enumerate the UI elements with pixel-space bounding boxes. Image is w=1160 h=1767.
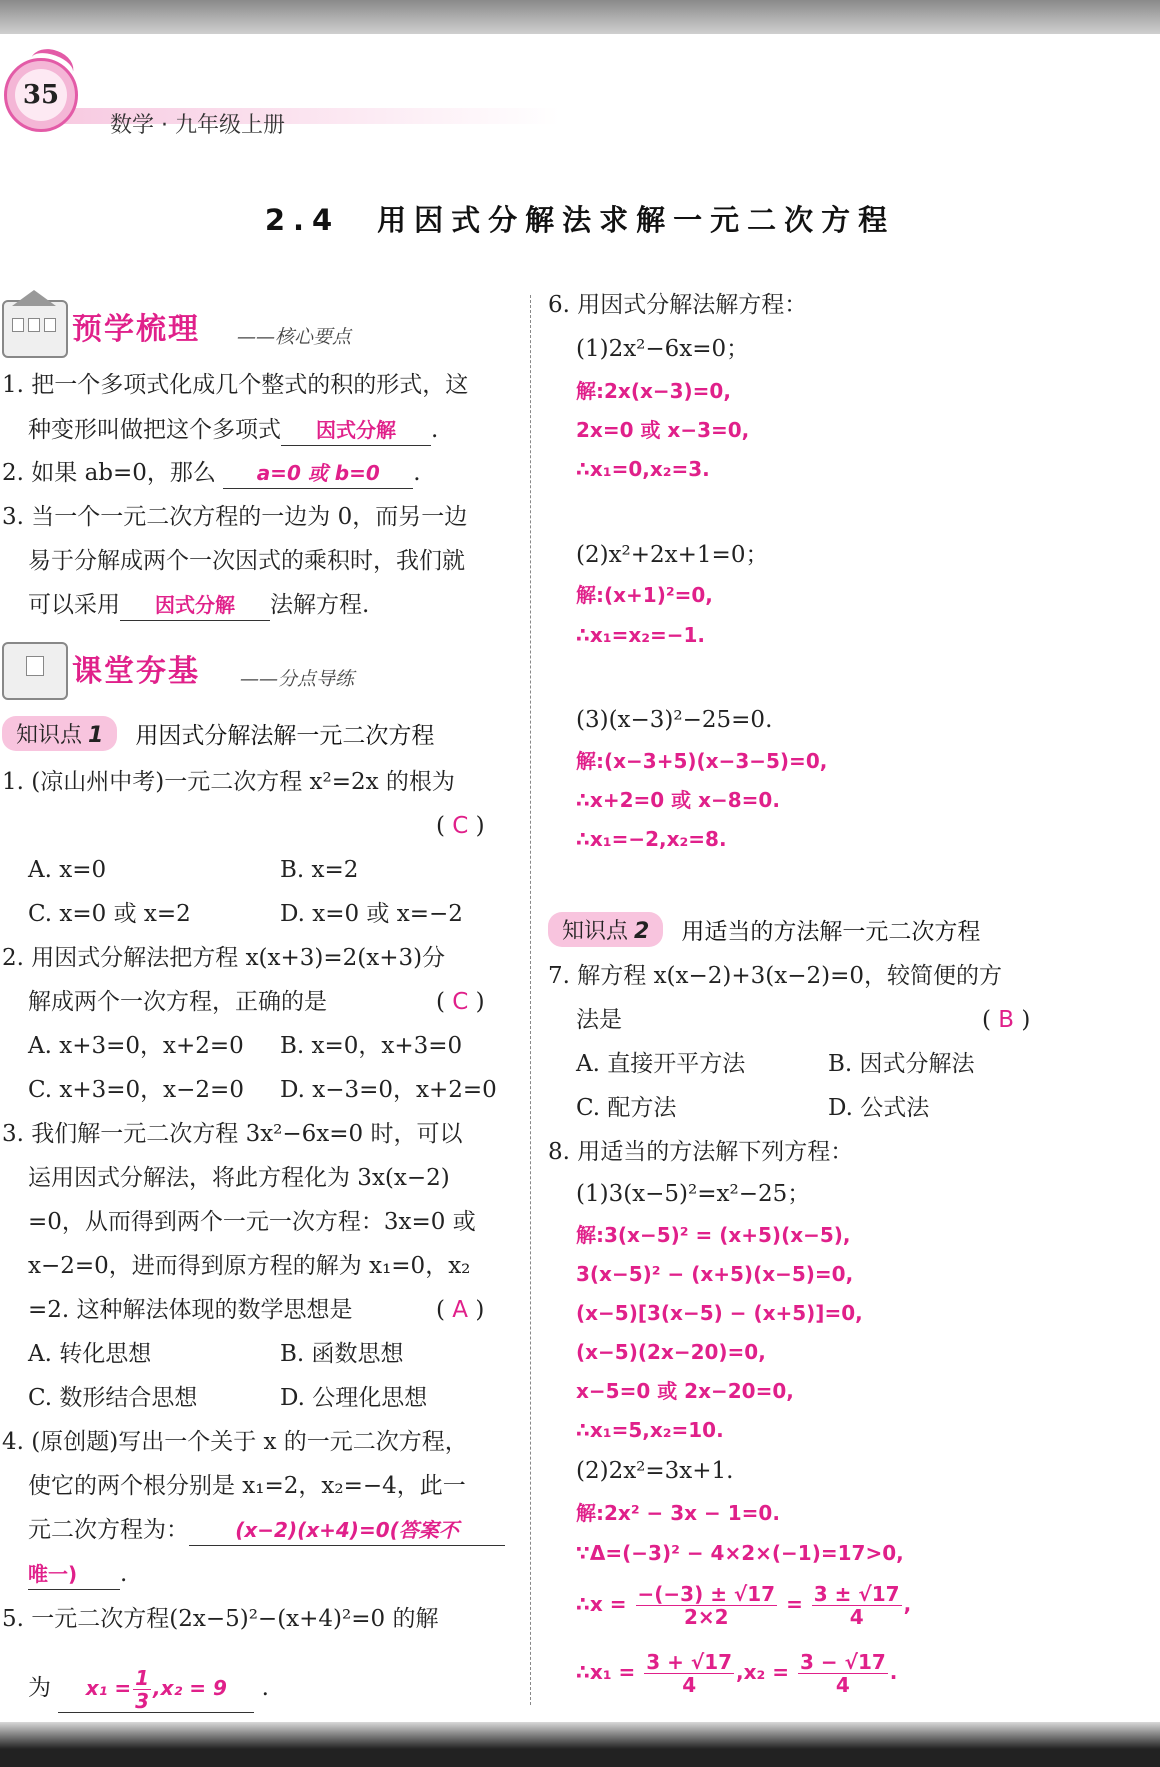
kp1-title: 用因式分解法解一元二次方程 (135, 723, 435, 749)
q2-option-a: A. x+3=0，x+2=0 (28, 1033, 244, 1059)
q2-option-b: B. x=0，x+3=0 (280, 1033, 463, 1059)
q4-answer: (x−2)(x+4)=0(答案不 (189, 1515, 505, 1546)
q2-answer: C (452, 989, 469, 1015)
q7-answer: B (998, 1007, 1015, 1033)
q8-part1-sol-3: (x−5)[3(x−5) − (x+5)]=0, (576, 1301, 863, 1325)
book-title: 数学 · 九年级上册 (110, 113, 285, 138)
q5-line2: 为 x₁ = $\frac{1}{3}$ ,x₂ = 9 . (28, 1666, 269, 1713)
top-shadow (0, 0, 1160, 34)
q7-line2: 法是 (576, 1007, 622, 1033)
q7-answer-bracket: ( B ) (982, 1007, 1031, 1033)
q2-option-c: C. x+3=0，x−2=0 (28, 1077, 244, 1103)
section-practice-header (2, 638, 422, 694)
q3-line1: 3. 我们解一元二次方程 3x²−6x=0 时，可以 (2, 1121, 463, 1147)
q6-part3-sol-2: ∴x+2=0 或 x−8=0. (576, 788, 780, 812)
q2-option-d: D. x−3=0，x+2=0 (280, 1077, 497, 1103)
backpack-icon (2, 642, 68, 700)
q6-part1-sol-2: 2x=0 或 x−3=0, (576, 418, 750, 442)
kp2-badge: 知识点 2 (548, 912, 663, 947)
q6-part2-sol-1: 解:(x+1)²=0, (576, 583, 713, 607)
pre-q3-answer: 因式分解 (120, 590, 270, 621)
q8-part1: (1)3(x−5)²=x²−25； (576, 1181, 811, 1207)
q8-part2: (2)2x²=3x+1. (576, 1458, 734, 1484)
pre-q1-answer: 因式分解 (281, 415, 431, 446)
section-preview-title: 预学梳理 (72, 312, 200, 347)
q3-option-d: D. 公理化思想 (280, 1385, 428, 1411)
pre-q1-line2: 种变形叫做把这个多项式 因式分解 . (28, 415, 438, 446)
q8-part2-sol-4: ∴x₁ = $\frac{3 + √17}{4}$ ,x₂ = $\frac{3 - √17}{4}$ . (576, 1650, 898, 1697)
q8-stem: 8. 用适当的方法解下列方程： (548, 1139, 854, 1165)
q6-part1: (1)2x²−6x=0； (576, 336, 750, 362)
q2-line2: 解成两个一次方程，正确的是 (28, 989, 327, 1015)
q6-part2-sol-2: ∴x₁=x₂=−1. (576, 623, 706, 647)
q6-part3-sol-3: ∴x₁=−2,x₂=8. (576, 827, 727, 851)
q4-line1: 4. (原创题)写出一个关于 x 的一元二次方程， (2, 1429, 468, 1455)
column-divider (530, 295, 531, 1705)
section-practice-subtitle: ——分点导练 (240, 668, 355, 690)
q4-answer-cont: 唯一) (28, 1559, 120, 1590)
q4-line4: 唯一) . (28, 1559, 127, 1590)
q1-option-c: C. x=0 或 x=2 (28, 901, 191, 927)
q1-answer: C (452, 813, 469, 839)
q6-part1-sol-3: ∴x₁=0,x₂=3. (576, 457, 710, 481)
q8-part1-sol-2: 3(x−5)² − (x+5)(x−5)=0, (576, 1262, 854, 1286)
q1-option-b: B. x=2 (280, 857, 359, 883)
q2-answer-bracket: ( C ) (436, 989, 485, 1015)
q7-option-d: D. 公式法 (828, 1095, 930, 1121)
q3-line4: x−2=0，进而得到原方程的解为 x₁=0，x₂ (28, 1253, 471, 1279)
knowledge-point-2 (548, 912, 980, 947)
q6-part3-sol-1: 解:(x−3+5)(x−3−5)=0, (576, 749, 828, 773)
q7-option-c: C. 配方法 (576, 1095, 677, 1121)
pre-q3-line3: 可以采用 因式分解 法解方程. (28, 590, 369, 621)
school-icon (2, 300, 68, 358)
page-title: 2.4 用因式分解法求解一元二次方程 (264, 203, 896, 237)
q7-option-b: B. 因式分解法 (828, 1051, 975, 1077)
q8-part2-sol-2: ∵Δ=(−3)² − 4×2×(−1)=17>0, (576, 1541, 904, 1565)
pre-q3-line2: 易于分解成两个一次因式的乘积时，我们就 (28, 548, 465, 574)
q7-line1: 7. 解方程 x(x−2)+3(x−2)=0，较简便的方 (548, 963, 1002, 989)
section-practice-title: 课堂夯基 (72, 654, 200, 689)
q8-part1-sol-1: 解:3(x−5)² = (x+5)(x−5), (576, 1223, 851, 1247)
knowledge-point-1 (2, 716, 434, 751)
kp2-title: 用适当的方法解一元二次方程 (681, 919, 981, 945)
page-number: 35 (15, 69, 67, 121)
q1-option-d: D. x=0 或 x=−2 (280, 901, 463, 927)
pre-q3-line1: 3. 当一个一元二次方程的一边为 0，而另一边 (2, 504, 468, 530)
q4-line3: 元二次方程为： (x−2)(x+4)=0(答案不 (28, 1515, 505, 1546)
q8-part2-sol-3: ∴x = $\frac{-(-3) \pm √17}{2\times 2}$ = $\frac{3 \pm √17}{4}$ , (576, 1582, 912, 1629)
q8-part1-sol-4: (x−5)(2x−20)=0, (576, 1340, 766, 1364)
q5-answer: x₁ = $\frac{1}{3}$ ,x₂ = 9 (58, 1664, 254, 1713)
q3-answer-bracket: ( A ) (436, 1297, 485, 1323)
q1-option-a: A. x=0 (28, 857, 107, 883)
q3-answer: A (452, 1297, 469, 1323)
q3-line3: =0，从而得到两个一元一次方程：3x=0 或 (28, 1209, 476, 1235)
q2-line1: 2. 用因式分解法把方程 x(x+3)=2(x+3)分 (2, 945, 446, 971)
kp1-badge: 知识点 1 (2, 716, 117, 751)
q6-stem: 6. 用因式分解法解方程： (548, 292, 808, 318)
section-preview-subtitle: ——核心要点 (237, 326, 352, 348)
q1-stem: 1. (凉山州中考)一元二次方程 x²=2x 的根为 (2, 769, 455, 795)
q8-part1-sol-5: x−5=0 或 2x−20=0, (576, 1379, 794, 1403)
q3-line2: 运用因式分解法，将此方程化为 3x(x−2) (28, 1165, 450, 1191)
q7-option-a: A. 直接开平方法 (576, 1051, 746, 1077)
q6-part1-sol-1: 解:2x(x−3)=0, (576, 379, 731, 403)
q3-line5: =2. 这种解法体现的数学思想是 (28, 1297, 353, 1323)
q6-part3: (3)(x−3)²−25=0. (576, 707, 773, 733)
bottom-edge (0, 1722, 1160, 1767)
pre-q2: 2. 如果 ab=0，那么 a=0 或 b=0 . (2, 458, 421, 489)
q3-option-c: C. 数形结合思想 (28, 1385, 198, 1411)
q6-part2: (2)x²+2x+1=0； (576, 542, 769, 568)
q4-line2: 使它的两个根分别是 x₁=2，x₂=−4，此一 (28, 1473, 466, 1499)
pre-q2-answer: a=0 或 b=0 (223, 458, 413, 489)
q5-line1: 5. 一元二次方程(2x−5)²−(x+4)²=0 的解 (2, 1606, 439, 1632)
q3-option-b: B. 函数思想 (280, 1341, 404, 1367)
q8-part2-sol-1: 解:2x² − 3x − 1=0. (576, 1501, 780, 1525)
pre-q1-line1: 1. 把一个多项式化成几个整式的积的形式，这 (2, 372, 469, 398)
section-preview-header (2, 296, 382, 352)
q3-option-a: A. 转化思想 (28, 1341, 152, 1367)
page-number-badge (4, 58, 78, 132)
q8-part1-sol-6: ∴x₁=5,x₂=10. (576, 1418, 724, 1442)
q1-answer-bracket: ( C ) (436, 813, 485, 839)
